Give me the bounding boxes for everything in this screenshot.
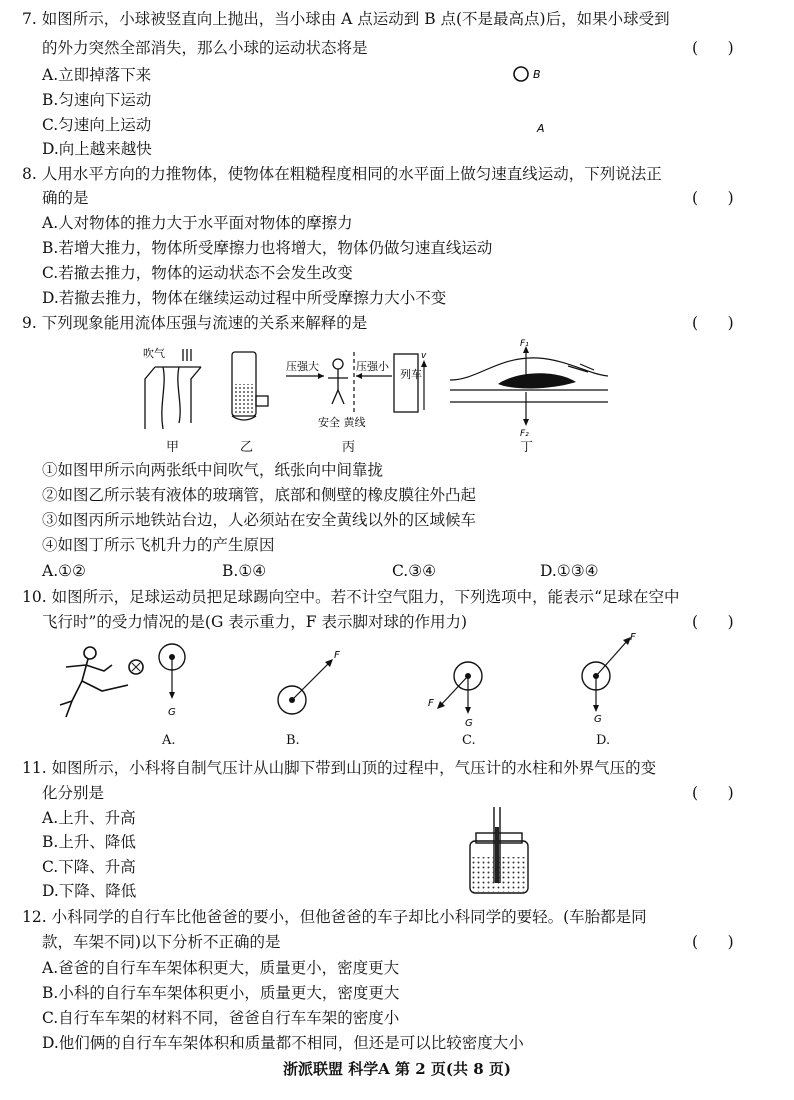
q9-bing-velocity: v (421, 351, 427, 361)
q10-b-f-label: F (334, 650, 340, 661)
q11-answer-paren: ( ) (692, 784, 734, 802)
q9-figure-jia (135, 345, 215, 435)
q11-option-a: A.上升、升高 (42, 809, 136, 827)
q10-option-b-figure (262, 648, 352, 728)
q9-ding-f1: F₁ (520, 339, 529, 349)
q9-option-b: B.①④ (222, 562, 267, 580)
q9-item-4: ④如图丁所示飞机升力的产生原因 (42, 536, 275, 554)
q7-label-a: A (537, 122, 545, 135)
q12-stem-line2: 款，车架不同)以下分析不正确的是 (42, 933, 281, 951)
q7-option-a: A.立即掉落下来 (42, 66, 152, 84)
q11-stem-line2: 化分别是 (42, 784, 105, 802)
q12-option-a: A.爸爸的自行车车架体积更大，质量更小，密度更大 (42, 959, 400, 977)
q9-answer-paren: ( ) (692, 314, 734, 332)
q9-bing-train (394, 354, 418, 412)
q10-footballer-figure (52, 645, 152, 725)
q11-barometer-figure (466, 805, 536, 897)
q10-caption-d: D. (596, 733, 611, 748)
q9-figure-bing (282, 350, 432, 440)
q7-ball-figure (505, 60, 565, 140)
q9-bing-high-pressure: 压强大 (286, 360, 319, 373)
q9-option-a: A.①② (42, 562, 86, 580)
q8-stem-line1: 8. 人用水平方向的力推物体，使物体在粗糙程度相同的水平面上做匀速直线运动，下列说法正 (22, 165, 662, 183)
q7-stem-line2: 的外力突然全部消失，那么小球的运动状态将是 (42, 39, 368, 57)
q10-c-g-label: G (465, 718, 473, 728)
q9-airfoil (498, 373, 576, 388)
q9-item-3: ③如图丙所示地铁站台边，人必须站在安全黄线以外的区域候车 (42, 511, 477, 529)
q8-option-d: D.若撤去推力，物体在继续运动过程中所受摩擦力大小不变 (42, 289, 447, 307)
q10-caption-c: C. (462, 733, 476, 748)
q9-caption-jia: 甲 (166, 440, 180, 455)
q11-option-d: D.下降、降低 (42, 882, 137, 900)
q12-answer-paren: ( ) (692, 933, 734, 951)
q8-option-c: C.若撤去推力，物体的运动状态不会发生改变 (42, 264, 353, 282)
q10-option-c-figure (420, 648, 510, 728)
q9-bing-safety-line: 安全 黄线 (318, 416, 366, 429)
q8-stem-line2: 确的是 (42, 189, 89, 207)
q7-answer-paren: ( ) (692, 39, 734, 57)
q10-a-g-label: G (168, 707, 176, 718)
q9-caption-ding: 丁 (520, 440, 534, 455)
q10-caption-b: B. (286, 733, 300, 748)
q9-option-c: C.③④ (392, 562, 437, 580)
q9-ding-f2: F₂ (520, 429, 529, 439)
q8-answer-paren: ( ) (692, 189, 734, 207)
q7-label-b: B (533, 68, 541, 81)
q7-option-d: D.向上越来越快 (42, 140, 152, 158)
q10-d-f-label: F (630, 632, 636, 643)
q9-item-2: ②如图乙所示装有液体的玻璃管，底部和侧壁的橡皮膜往外凸起 (42, 486, 477, 504)
q9-caption-bing: 丙 (342, 440, 356, 455)
q10-option-a-figure (152, 635, 200, 723)
q10-c-f-label: F (428, 698, 434, 709)
q11-stem-line1: 11. 如图所示，小科将自制气压计从山脚下带到山顶的过程中，气压计的水柱和外界气压的变 (22, 759, 657, 777)
q10-stem-line2: 飞行时”的受力情况的是(G 表示重力，F 表示脚对球的作用力) (42, 613, 468, 631)
q9-bing-low-pressure: 压强小 (356, 360, 389, 373)
q9-item-1: ①如图甲所示向两张纸中间吹气，纸张向中间靠拢 (42, 461, 384, 479)
q9-figure-yi (222, 350, 282, 430)
q12-option-d: D.他们俩的自行车车架体积和质量都不相同，但还是可以比较密度大小 (42, 1034, 524, 1052)
q9-option-d: D.①③④ (540, 562, 599, 580)
q12-option-b: B.小科的自行车车架体积更小，质量更大，密度更大 (42, 984, 400, 1002)
q9-jia-blow-label: 吹气 (143, 347, 165, 360)
q11-option-b: B.上升、降低 (42, 833, 136, 851)
q11-option-c: C.下降、升高 (42, 858, 136, 876)
q7-option-b: B.匀速向下运动 (42, 91, 152, 109)
q10-d-g-label: G (594, 714, 602, 725)
q9-figure-ding (448, 336, 618, 446)
q9-caption-yi: 乙 (240, 440, 254, 455)
q7-ball (514, 67, 528, 81)
q9-stem: 9. 下列现象能用流体压强与流速的关系来解释的是 (22, 314, 368, 332)
q8-option-a: A.人对物体的推力大于水平面对物体的摩擦力 (42, 214, 353, 232)
page-footer: 浙派联盟 科学A 第 2 页(共 8 页) (282, 1060, 512, 1078)
q12-option-c: C.自行车车架的材料不同，爸爸自行车车架的密度小 (42, 1009, 400, 1027)
q7-option-c: C.匀速向上运动 (42, 116, 152, 134)
q10-caption-a: A. (162, 733, 176, 748)
q10-option-d-figure (570, 630, 650, 726)
q12-stem-line1: 12. 小科同学的自行车比他爸爸的要小，但他爸爸的车子却比小科同学的要轻。(车胎都是同 (22, 908, 647, 926)
q9-bing-train-label: 列车 (400, 368, 422, 381)
q8-option-b: B.若增大推力，物体所受摩擦力也将增大，物体仍做匀速直线运动 (42, 239, 493, 257)
q7-stem-line1: 7. 如图所示，小球被竖直向上抛出，当小球由 A 点运动到 B 点(不是最高点)后，如果小球受到 (22, 10, 670, 28)
q10-stem-line1: 10. 如图所示，足球运动员把足球踢向空中。若不计空气阻力，下列选项中，能表示“足球在空中 (22, 588, 680, 606)
q10-answer-paren: ( ) (692, 613, 734, 631)
